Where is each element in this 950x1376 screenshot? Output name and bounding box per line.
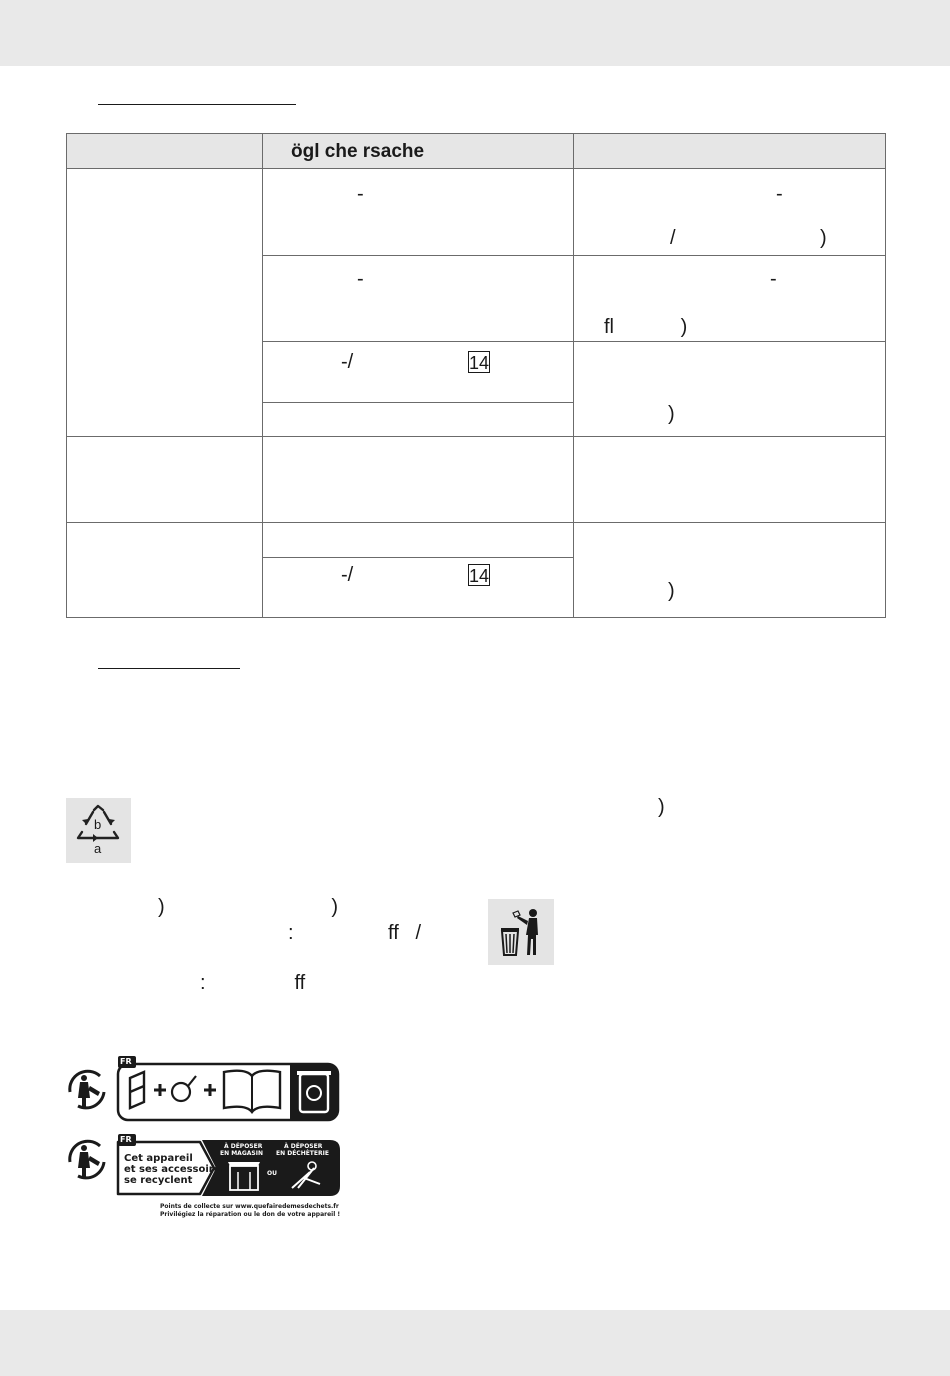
disposal-text-3: : ff / [288, 922, 421, 944]
cause-7-text: -/ [341, 564, 354, 586]
cause-cell-5 [263, 437, 574, 523]
dump-label-2: EN DÉCHÈTERIE [276, 1150, 329, 1157]
store-label-2: EN MAGASIN [220, 1150, 263, 1157]
disposal-heading-rule [98, 668, 240, 669]
cause-cell-7 [263, 558, 574, 618]
troubleshooting-heading-rule [98, 104, 296, 105]
triman-icon [64, 1052, 340, 1124]
cause-cell-2 [263, 256, 574, 342]
disposal-text-1: ) [658, 796, 665, 818]
logo-line-3: se recyclent [124, 1175, 193, 1186]
tidyman-box [488, 899, 554, 965]
troubleshooting-table [66, 133, 886, 618]
disposal-text-2: ) ) [158, 896, 339, 918]
logo-line-1: Cet appareil [124, 1153, 193, 1164]
part-number-box: 14 [469, 353, 490, 373]
table-header-cause [263, 134, 574, 169]
table-header-problem [67, 134, 263, 169]
remedy-cell-6 [574, 523, 886, 618]
remedy-cell-5 [574, 437, 886, 523]
recycle-code-upper: b [94, 817, 102, 832]
cause-cell-3 [263, 342, 574, 403]
remedy-1-line1: - [776, 183, 783, 205]
store-label-1: À DÉPOSER [224, 1143, 263, 1150]
triman-sorting-logo [64, 1052, 340, 1124]
remedy-3-text: ) [668, 403, 675, 425]
remedy-6-text: ) [668, 580, 675, 602]
logo-line-2: et ses accessoires [124, 1164, 227, 1175]
recycle-code-lower: a [94, 841, 102, 856]
page-bottom-band [0, 1310, 950, 1376]
header-cause-label: ögl che rsache [291, 141, 425, 162]
dump-label-1: À DÉPOSER [284, 1143, 323, 1150]
table-header-remedy [574, 134, 886, 169]
remedy-2-line2: fl ) [604, 316, 688, 338]
footer-collection-points: Points de collecte sur www.quefairedemesdechets.fr [160, 1203, 339, 1210]
triman-info-logo [64, 1132, 342, 1222]
remedy-cell-2 [574, 256, 886, 342]
cause-cell-4 [263, 403, 574, 437]
problem-cell-2 [67, 437, 263, 523]
problem-cell-1 [67, 169, 263, 437]
remedy-cell-1 [574, 169, 886, 256]
trash-disposal-icon [488, 899, 554, 965]
disposal-text-4: : ff [200, 972, 306, 994]
footer-repair-note: Privilégiez la réparation ou le don de votre appareil ! [160, 1211, 341, 1218]
cause-cell-1 [263, 169, 574, 256]
cause-cell-6 [263, 523, 574, 558]
fr-badge: FR [120, 1135, 132, 1144]
or-label: OU [267, 1170, 277, 1177]
cause-3-text: -/ [341, 351, 354, 373]
problem-cell-3 [67, 523, 263, 618]
remedy-1-line2: / ) [670, 227, 827, 249]
fr-badge: FR [120, 1057, 132, 1066]
part-number-box: 14 [469, 566, 490, 586]
cause-2-text: - [357, 268, 364, 290]
remedy-2-line1: - [770, 268, 777, 290]
recycling-code-box [66, 798, 131, 863]
cause-1-text: - [357, 183, 364, 205]
remedy-cell-3 [574, 342, 886, 437]
page-top-band [0, 0, 950, 66]
